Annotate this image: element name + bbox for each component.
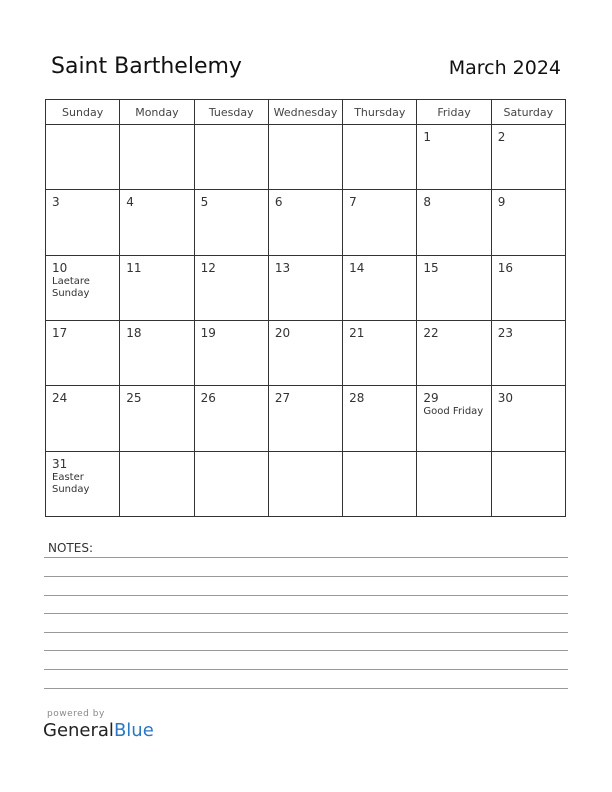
day-number: 29 [423, 391, 439, 406]
powered-by-text: powered by [47, 709, 105, 719]
day-cell [46, 386, 120, 451]
day-cell [343, 255, 417, 320]
day-cell [491, 125, 565, 190]
brand-blue: Blue [113, 720, 154, 741]
weekday-header: Saturday [491, 100, 565, 125]
week-row [46, 320, 566, 385]
day-cell [343, 386, 417, 451]
day-cell [46, 190, 120, 255]
day-cell [46, 451, 120, 516]
weekday-header: Wednesday [268, 100, 342, 125]
day-cell [343, 451, 417, 516]
day-number: 9 [497, 195, 506, 210]
note-line [44, 595, 568, 596]
day-cell [46, 320, 120, 385]
day-cell [491, 451, 565, 516]
day-cell [194, 386, 268, 451]
day-cell [194, 190, 268, 255]
day-number: 3 [52, 195, 60, 210]
day-cell [268, 451, 342, 516]
day-cell [417, 320, 491, 385]
day-number: 2 [497, 130, 506, 144]
week-row [46, 255, 566, 320]
note-line [44, 576, 568, 577]
week-row [46, 125, 566, 190]
note-line [44, 650, 568, 651]
day-cell [120, 451, 194, 516]
holiday-label: Easter Sunday [52, 471, 90, 495]
day-cell [268, 255, 342, 320]
day-number: 7 [349, 195, 357, 210]
holiday-label: Laetare Sunday [52, 275, 90, 299]
day-number: 4 [126, 195, 134, 210]
notes-label: NOTES: [48, 541, 93, 555]
generalblue-logo[interactable] [43, 720, 154, 741]
calendar-title: Saint Barthelemy [51, 54, 242, 79]
day-number: 14 [349, 260, 365, 275]
day-cell [417, 255, 491, 320]
brand-general: General [43, 720, 114, 741]
day-number: 20 [274, 325, 291, 340]
calendar-month: March 2024 [448, 57, 561, 79]
day-cell [120, 320, 194, 385]
day-number: 17 [52, 325, 68, 340]
day-number: 11 [126, 260, 142, 275]
calendar-grid [45, 99, 566, 517]
day-number: 30 [497, 391, 513, 406]
day-number: 15 [423, 260, 439, 275]
holiday-label: Good Friday [423, 406, 484, 418]
day-cell [268, 386, 342, 451]
day-cell [120, 125, 194, 190]
day-number: 16 [497, 260, 513, 275]
weekday-header: Monday [120, 100, 194, 125]
day-number: 5 [200, 195, 209, 210]
day-cell [417, 386, 491, 451]
day-number: 25 [126, 391, 142, 406]
day-number: 27 [274, 391, 291, 406]
day-number: 19 [200, 325, 216, 340]
day-cell [194, 125, 268, 190]
day-cell [120, 255, 194, 320]
day-cell [417, 190, 491, 255]
day-cell [46, 255, 120, 320]
day-cell [343, 320, 417, 385]
day-number: 22 [423, 325, 439, 340]
day-number: 12 [200, 260, 216, 275]
day-cell [46, 125, 120, 190]
weekday-header: Friday [417, 100, 491, 125]
day-cell [491, 386, 565, 451]
day-cell [194, 320, 268, 385]
weekday-header-row [46, 100, 566, 125]
day-number: 10 [52, 260, 68, 275]
day-number: 21 [349, 325, 365, 340]
day-cell [417, 451, 491, 516]
weekday-header: Thursday [343, 100, 417, 125]
day-number: 6 [274, 195, 283, 210]
day-number: 28 [349, 391, 365, 406]
weekday-header: Sunday [46, 100, 120, 125]
note-line [44, 557, 568, 558]
day-cell [491, 320, 565, 385]
day-number: 24 [52, 391, 68, 406]
day-cell [343, 125, 417, 190]
day-number: 31 [52, 456, 68, 471]
day-cell [268, 125, 342, 190]
note-line [44, 613, 568, 614]
day-number: 23 [497, 325, 513, 340]
day-cell [417, 125, 491, 190]
day-cell [491, 255, 565, 320]
note-line [44, 688, 568, 689]
day-cell [194, 451, 268, 516]
day-cell [268, 190, 342, 255]
day-number: 26 [200, 391, 216, 406]
day-number: 8 [423, 195, 432, 210]
day-cell [194, 255, 268, 320]
day-cell [343, 190, 417, 255]
day-cell [491, 190, 565, 255]
day-number: 13 [274, 260, 291, 275]
day-cell [268, 320, 342, 385]
week-row [46, 190, 566, 255]
note-line [44, 669, 568, 670]
day-cell [120, 190, 194, 255]
day-number: 18 [126, 325, 142, 340]
weekday-header: Tuesday [194, 100, 268, 125]
note-line [44, 632, 568, 633]
day-number: 1 [423, 130, 432, 144]
week-row [46, 451, 566, 516]
day-cell [120, 386, 194, 451]
week-row [46, 386, 566, 451]
